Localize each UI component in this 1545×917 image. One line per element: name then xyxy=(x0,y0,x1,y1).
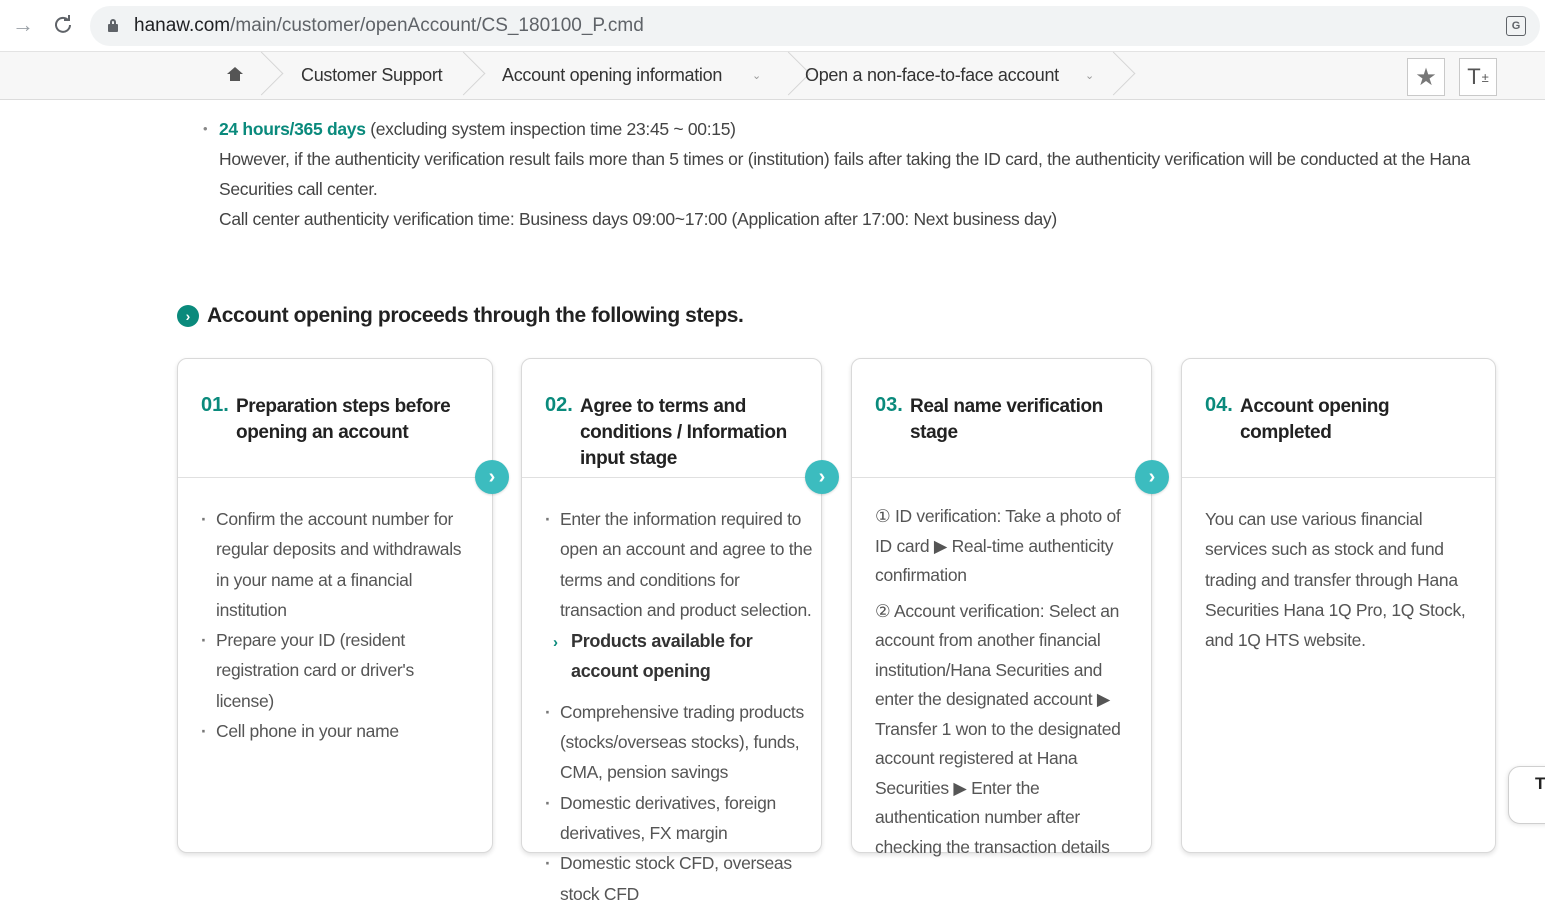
address-bar[interactable] xyxy=(90,6,1540,46)
list-item: · Cell phone in your name xyxy=(201,716,474,746)
translate-icon[interactable]: G xyxy=(1506,16,1526,36)
step-card-3 xyxy=(851,358,1152,857)
notice-line3: Call center authenticity verification time: Business days 09:00~17:00 (Application after 17:00: Next business day) xyxy=(219,209,1057,229)
notice-line1: (excluding system inspection time 23:45 ~ 00:15) xyxy=(365,119,736,139)
notice-line2: However, if the authenticity verification result fails more than 5 times or (institution) fails after taking the ID card, the authenticity verification will be conducted at the Hana Securities call center. xyxy=(219,149,1471,199)
text-size-button[interactable]: T ± xyxy=(1459,58,1497,96)
step-title: Preparation steps before opening an account xyxy=(236,396,451,443)
chevron-right-icon: › xyxy=(553,634,558,652)
breadcrumb-open-account[interactable]: Open a non-face-to-face account xyxy=(805,65,1059,85)
account-verification-text: ② Account verification: Select an account from another financial institution/Hana Securities and enter the designated account ▶ Transfer 1 won to the designated account registered at Hana Securities ▶ Enter the authentication number after checking the transaction details xyxy=(875,600,1121,857)
chevron-right-icon: › xyxy=(1135,460,1169,494)
url-text: hanaw.com/main/customer/openAccount/CS_180100_P.cmd xyxy=(134,15,644,36)
star-icon: ★ xyxy=(1415,63,1437,91)
side-text-size-tab[interactable]: T xyxy=(1508,766,1545,824)
forward-arrow-icon[interactable]: → xyxy=(12,12,34,37)
chevron-down-icon[interactable]: ⌄ xyxy=(1085,70,1095,82)
step-number: 04. xyxy=(1205,394,1233,416)
step-number: 03. xyxy=(875,394,903,416)
step-title: Agree to terms and conditions / Information input stage xyxy=(580,396,787,469)
list-item: · Enter the information required to open an account and agree to the terms and conditions for transaction and product selection. xyxy=(545,504,819,625)
step-title: Real name verification stage xyxy=(910,396,1103,443)
step-number: 02. xyxy=(545,394,573,416)
chevron-right-icon: › xyxy=(805,460,839,494)
bookmark-star-button[interactable] xyxy=(1407,58,1445,96)
step-title: Account opening completed xyxy=(1240,396,1390,443)
breadcrumb xyxy=(0,52,1545,100)
list-item: · Domestic stock CFD, overseas stock CFD xyxy=(545,848,819,909)
list-item: · Domestic derivatives, foreign derivatives, FX margin xyxy=(545,788,819,849)
lock-icon xyxy=(108,19,118,31)
reload-icon[interactable] xyxy=(50,12,76,38)
step-card-2 xyxy=(521,358,822,904)
breadcrumb-account-opening-info[interactable]: Account opening information xyxy=(502,65,723,85)
list-item: · Comprehensive trading products (stocks/overseas stocks), funds, CMA, pension savings xyxy=(545,697,819,788)
id-verification-text: ① ID verification: Take a photo of ID card ▶ Real-time authenticity confirmation xyxy=(875,506,1121,585)
circle-arrow-icon: › xyxy=(177,305,199,327)
step-card-1 xyxy=(177,358,493,853)
step-number: 01. xyxy=(201,394,229,416)
step-card-4 xyxy=(1181,358,1496,853)
breadcrumb-customer-support[interactable]: Customer Support xyxy=(301,65,443,85)
availability-notice xyxy=(203,114,1493,234)
chevron-down-icon[interactable]: ⌄ xyxy=(752,70,762,82)
bullet-icon: • xyxy=(203,121,208,136)
steps-heading xyxy=(177,304,743,328)
list-item: · Prepare your ID (resident registration card or driver's license) xyxy=(201,625,474,716)
steps-title: Account opening proceeds through the following steps. xyxy=(207,304,744,327)
chevron-right-icon: › xyxy=(475,460,509,494)
products-subheading: › Products available for account opening xyxy=(545,626,819,687)
hours-highlight: 24 hours/365 days xyxy=(219,119,366,139)
completion-text: You can use various financial services such as stock and fund trading and transfer through Hana Securities Hana 1Q Pro, 1Q Stock, and 1Q HTS website. xyxy=(1205,509,1466,651)
browser-toolbar xyxy=(0,0,1545,52)
list-item: · Confirm the account number for regular deposits and withdrawals in your name at a financial institution xyxy=(201,504,474,625)
